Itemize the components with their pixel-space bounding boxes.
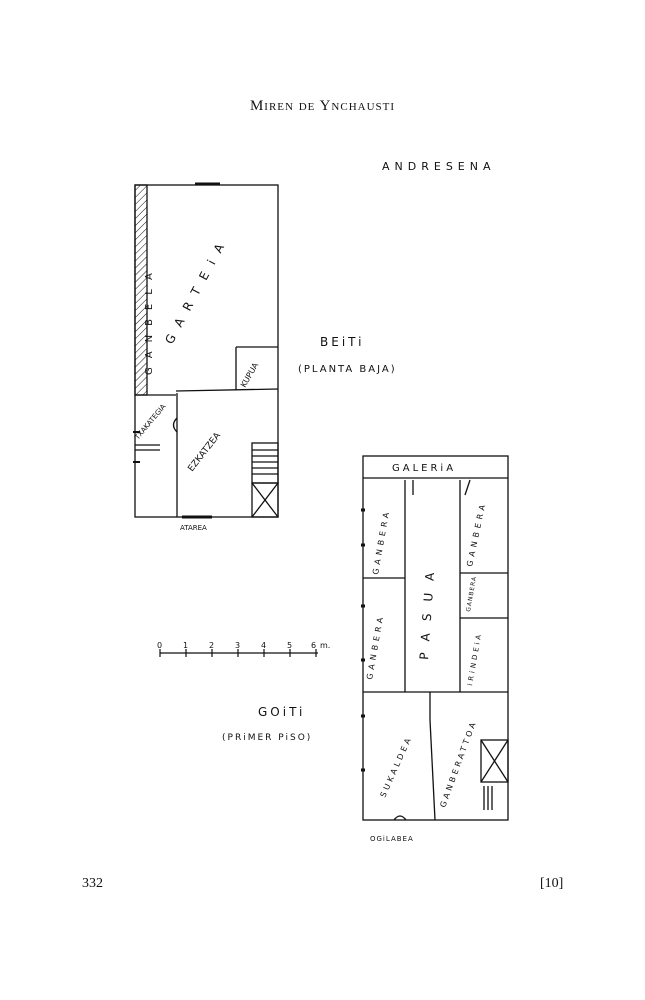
label-ganbera-4: GANBERA — [465, 575, 479, 613]
scale-tick-5: 5 — [287, 641, 293, 650]
scale-tick-0: 0 — [157, 641, 163, 650]
label-irindeia: iRiNDEiA — [466, 631, 484, 687]
scale-tick-2: 2 — [209, 641, 215, 650]
house-name: ANDRESENA — [382, 160, 496, 173]
page-number: 332 — [82, 876, 103, 891]
label-ganbera-1: GANBERA — [371, 507, 392, 576]
label-kupua: KUPUA — [238, 361, 261, 389]
stairs-ground — [252, 443, 278, 483]
first-floor-title: GOiTi — [258, 705, 306, 719]
label-txakategia: TXAKATEGIA — [133, 402, 168, 442]
label-sukaldea: SUKALDEA — [378, 734, 414, 799]
label-atarea: ATAREA — [180, 524, 207, 532]
label-ezkatzea: EZKATZEA — [186, 430, 224, 474]
first-floor-subtitle: (PRiMER PiSO) — [222, 733, 313, 743]
label-galeria: GALERiA — [392, 463, 457, 474]
section-number: [10] — [540, 876, 564, 891]
label-ganberattoa: GANBERATTOA — [438, 718, 479, 809]
label-pasua: PASUA — [417, 560, 438, 661]
label-ogilabea: OGiLABEA — [370, 835, 414, 843]
scale-tick-4: 4 — [261, 641, 267, 650]
label-ganbera-3: GANBERA — [465, 500, 488, 568]
ground-floor-title: BEiTi — [320, 335, 365, 349]
scale-tick-6: 6 — [311, 641, 317, 650]
label-gartegia: GARTEiA — [162, 232, 232, 347]
page-header: Miren de Ynchausti — [249, 98, 396, 114]
label-ganbera-2: GANBERA — [365, 612, 386, 681]
label-ganbela: GANBELA — [144, 264, 155, 375]
scale-tick-3: 3 — [235, 641, 241, 650]
scale-unit: m. — [320, 641, 331, 650]
scale-bar — [160, 649, 318, 657]
scale-tick-1: 1 — [183, 641, 189, 650]
ground-floor-subtitle: (PLANTA BAJA) — [298, 364, 397, 375]
